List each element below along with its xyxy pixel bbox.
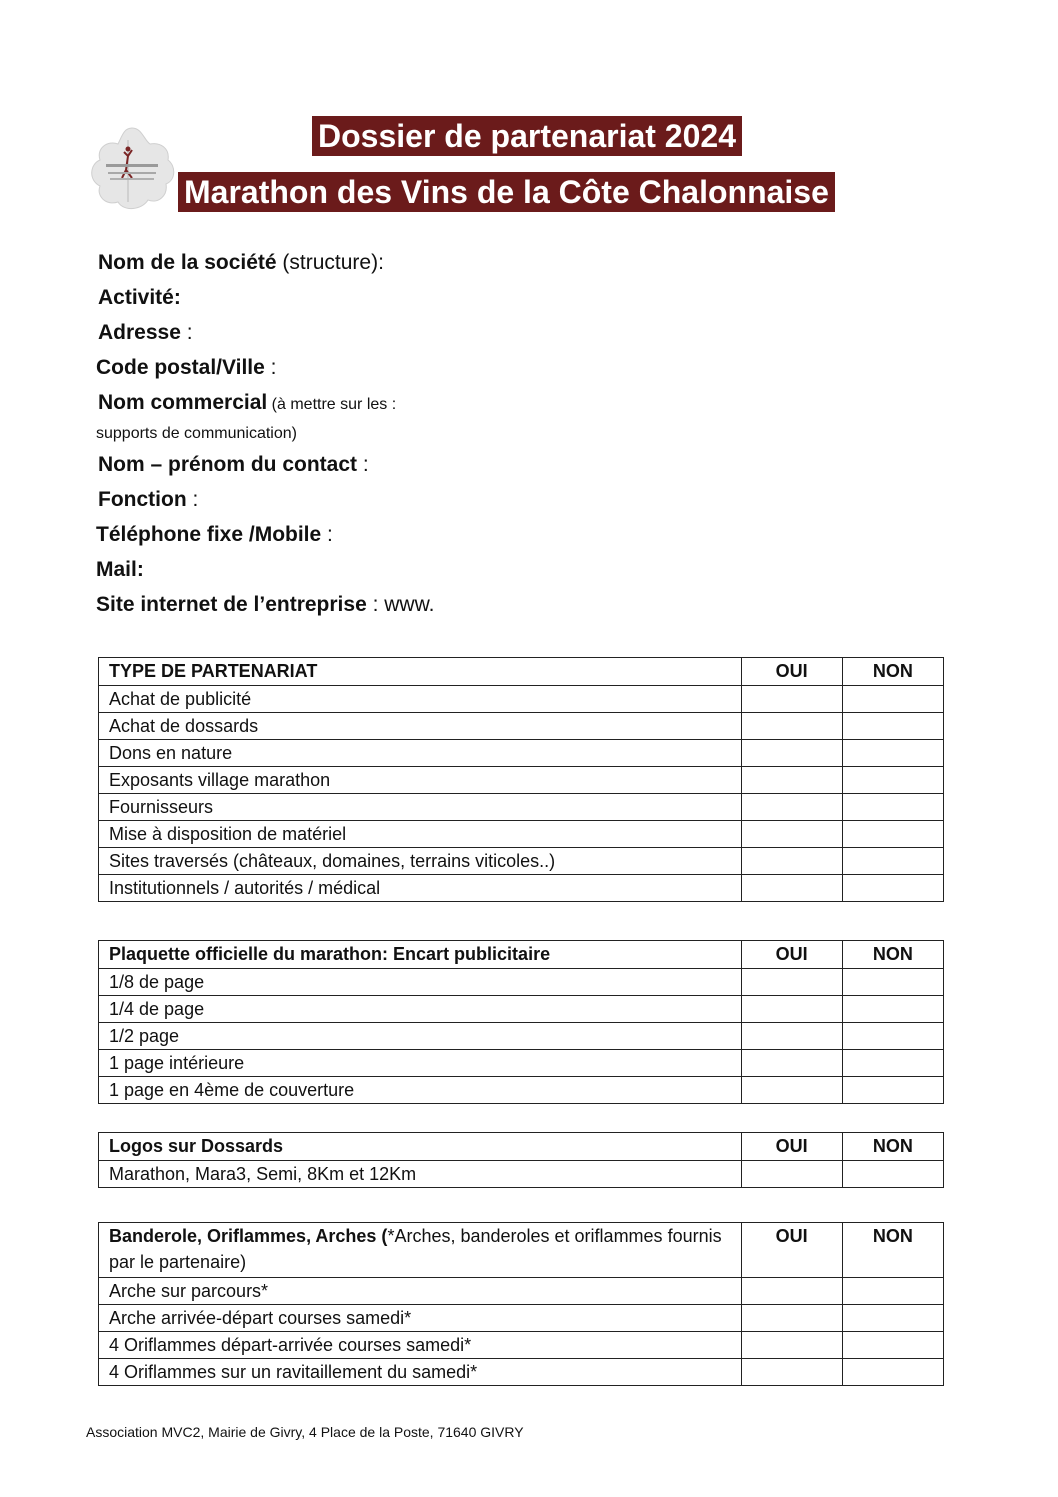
oui-cell[interactable] — [741, 1305, 842, 1332]
non-cell[interactable] — [842, 848, 943, 875]
header-note: *Arches, banderoles et oriflammes fournis par le partenaire) — [109, 1226, 722, 1272]
table-row — [99, 1332, 944, 1359]
field-company-name: Nom de la société (structure): — [98, 251, 384, 274]
field-commercial-name: Nom commercial (à mettre sur les : — [98, 391, 397, 414]
table-partnership-type — [98, 657, 944, 902]
row-label: Institutionnels / autorités / médical — [99, 875, 742, 902]
table-row — [99, 1161, 944, 1188]
table-header-non: NON — [842, 658, 943, 686]
table-header-oui: OUI — [741, 941, 842, 969]
row-label: Achat de publicité — [99, 686, 742, 713]
non-cell[interactable] — [842, 969, 943, 996]
oui-cell[interactable] — [741, 1023, 842, 1050]
table-header-oui: OUI — [741, 1133, 842, 1161]
footer-address: Association MVC2, Mairie de Givry, 4 Place de la Poste, 71640 GIVRY — [86, 1424, 524, 1440]
table-header-label: Plaquette officielle du marathon: Encart publicitaire — [99, 941, 742, 969]
table-row — [99, 740, 944, 767]
non-cell[interactable] — [842, 1332, 943, 1359]
oui-cell[interactable] — [741, 821, 842, 848]
table-row — [99, 1050, 944, 1077]
non-cell[interactable] — [842, 1050, 943, 1077]
table-row — [99, 821, 944, 848]
field-website: Site internet de l’entreprise : www. — [96, 593, 435, 616]
table-header-oui: OUI — [741, 1223, 842, 1278]
row-label: 1/8 de page — [99, 969, 742, 996]
table-header-non: NON — [842, 941, 943, 969]
marathon-logo — [84, 122, 180, 218]
title-line-2: Marathon des Vins de la Côte Chalonnaise — [178, 172, 835, 212]
non-cell[interactable] — [842, 794, 943, 821]
oui-cell[interactable] — [741, 848, 842, 875]
commercial-name-note: supports de communication) — [96, 425, 297, 442]
table-row — [99, 875, 944, 902]
table-brochure-ad — [98, 940, 944, 1104]
table-row — [99, 767, 944, 794]
row-label: 1 page intérieure — [99, 1050, 742, 1077]
oui-cell[interactable] — [741, 1359, 842, 1386]
non-cell[interactable] — [842, 1305, 943, 1332]
row-label: Arche arrivée-départ courses samedi* — [99, 1305, 742, 1332]
table-row — [99, 1077, 944, 1104]
row-label: Dons en nature — [99, 740, 742, 767]
field-mail: Mail: — [96, 558, 144, 581]
field-contact-name: Nom – prénom du contact : — [98, 453, 369, 476]
non-cell[interactable] — [842, 996, 943, 1023]
row-label: Arche sur parcours* — [99, 1278, 742, 1305]
field-phone: Téléphone fixe /Mobile : — [96, 523, 333, 546]
non-cell[interactable] — [842, 740, 943, 767]
oui-cell[interactable] — [741, 996, 842, 1023]
table-row — [99, 848, 944, 875]
oui-cell[interactable] — [741, 1161, 842, 1188]
table-row — [99, 1359, 944, 1386]
table-row — [99, 794, 944, 821]
non-cell[interactable] — [842, 1023, 943, 1050]
table-header-label: TYPE DE PARTENARIAT — [99, 658, 742, 686]
table-header-row — [99, 1133, 944, 1161]
non-cell[interactable] — [842, 713, 943, 740]
table-header-oui: OUI — [741, 658, 842, 686]
oui-cell[interactable] — [741, 1278, 842, 1305]
table-banners — [98, 1222, 944, 1386]
oui-cell[interactable] — [741, 713, 842, 740]
table-header-label: Logos sur Dossards — [99, 1133, 742, 1161]
row-label: 1/2 page — [99, 1023, 742, 1050]
oui-cell[interactable] — [741, 767, 842, 794]
table-bib-logos — [98, 1132, 944, 1188]
non-cell[interactable] — [842, 875, 943, 902]
row-label: Fournisseurs — [99, 794, 742, 821]
table-header-non: NON — [842, 1223, 943, 1278]
title-line-1: Dossier de partenariat 2024 — [312, 116, 742, 156]
row-label: Sites traversés (châteaux, domaines, terrains viticoles..) — [99, 848, 742, 875]
non-cell[interactable] — [842, 686, 943, 713]
row-label: 4 Oriflammes sur un ravitaillement du samedi* — [99, 1359, 742, 1386]
table-row — [99, 969, 944, 996]
oui-cell[interactable] — [741, 969, 842, 996]
oui-cell[interactable] — [741, 875, 842, 902]
table-header-row — [99, 1223, 944, 1278]
table-row — [99, 686, 944, 713]
table-row — [99, 996, 944, 1023]
row-label: 1/4 de page — [99, 996, 742, 1023]
field-function: Fonction : — [98, 488, 199, 511]
table-header-label: Banderole, Oriflammes, Arches (*Arches, banderoles et oriflammes fournis par le partenaire) — [99, 1223, 742, 1278]
table-row — [99, 1023, 944, 1050]
table-header-non: NON — [842, 1133, 943, 1161]
table-row — [99, 713, 944, 740]
table-header-row — [99, 941, 944, 969]
non-cell[interactable] — [842, 1359, 943, 1386]
non-cell[interactable] — [842, 1161, 943, 1188]
row-label: Achat de dossards — [99, 713, 742, 740]
table-header-row — [99, 658, 944, 686]
oui-cell[interactable] — [741, 686, 842, 713]
row-label: Exposants village marathon — [99, 767, 742, 794]
field-postal-city: Code postal/Ville : — [96, 356, 277, 379]
non-cell[interactable] — [842, 821, 943, 848]
oui-cell[interactable] — [741, 794, 842, 821]
non-cell[interactable] — [842, 767, 943, 794]
oui-cell[interactable] — [741, 1050, 842, 1077]
table-row — [99, 1305, 944, 1332]
oui-cell[interactable] — [741, 740, 842, 767]
oui-cell[interactable] — [741, 1077, 842, 1104]
field-activity: Activité: — [98, 286, 181, 309]
oui-cell[interactable] — [741, 1332, 842, 1359]
non-cell[interactable] — [842, 1077, 943, 1104]
row-label: 1 page en 4ème de couverture — [99, 1077, 742, 1104]
row-label: Marathon, Mara3, Semi, 8Km et 12Km — [99, 1161, 742, 1188]
field-address: Adresse : — [98, 321, 193, 344]
non-cell[interactable] — [842, 1278, 943, 1305]
row-label: 4 Oriflammes départ-arrivée courses samedi* — [99, 1332, 742, 1359]
table-row — [99, 1278, 944, 1305]
row-label: Mise à disposition de matériel — [99, 821, 742, 848]
